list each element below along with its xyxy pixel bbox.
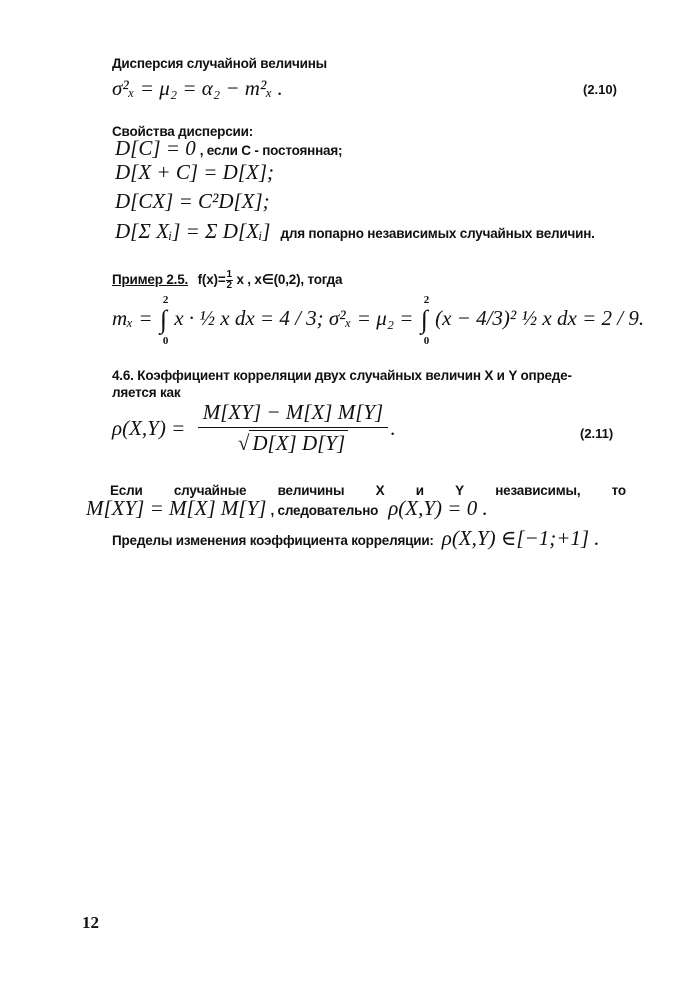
example-formula-mid: x · ½ x dx = 4 / 3; σ²ₓ = μ₂ =	[174, 306, 414, 330]
property-4-text: для попарно независимых случайных величин.	[280, 226, 595, 241]
integral-2-upper: 2	[423, 294, 430, 307]
independence-result: ρ(X,Y) = 0 .	[388, 496, 488, 520]
correlation-denominator: √ D[X] D[Y]	[198, 428, 388, 456]
formula-variance	[112, 76, 283, 101]
limits-formula: ρ(X,Y) ∈[−1;+1] .	[441, 526, 600, 550]
example-formula-left: mₓ =	[112, 306, 153, 330]
section-text-1: Коэффициент корреляции двух случайных величин X и Y опреде-	[137, 368, 572, 383]
example-line	[112, 270, 342, 291]
section-number: 4.6.	[112, 368, 134, 383]
property-1	[115, 136, 342, 161]
example-label: Пример 2.5.	[112, 272, 189, 288]
integral-sign-1: ∫ 2 0	[159, 294, 169, 348]
equation-number-2-10: (2.10)	[583, 82, 617, 97]
property-2-formula: D[X + C] = D[X];	[115, 160, 275, 184]
example-formula-right: (x − 4/3)² ½ x dx = 2 / 9.	[435, 306, 645, 330]
property-1-text: , если С - постоянная;	[199, 143, 343, 158]
indep-word: X	[375, 483, 385, 498]
correlation-sqrt: D[X] D[Y]	[249, 430, 348, 456]
independence-line-2	[86, 496, 488, 521]
heading-properties: Свойства дисперсии:	[112, 124, 254, 139]
example-formula	[112, 294, 645, 348]
indep-word: независимы,	[495, 483, 581, 498]
indep-word: и	[415, 483, 424, 498]
integral-sign-2: ∫ 2 0	[420, 294, 430, 348]
integral-1-lower: 0	[162, 335, 169, 348]
integral-2-lower: 0	[423, 335, 430, 348]
section-4-6-line-1	[112, 368, 572, 383]
correlation-fraction	[198, 400, 388, 456]
indep-word: Если	[110, 483, 143, 498]
equation-number-2-11: (2.11)	[580, 426, 614, 441]
correlation-lhs: ρ(X,Y) =	[112, 416, 186, 440]
correlation-numerator: M[XY] − M[X] M[Y]	[198, 400, 388, 428]
formula-variance-text: σ²ₓ = μ₂ = α₂ − m²ₓ .	[112, 76, 283, 100]
limits-line	[112, 526, 600, 551]
property-4	[115, 219, 595, 244]
section-text-2: ляется как	[112, 385, 181, 400]
page-number: 12	[82, 913, 99, 932]
heading-variance: Дисперсия случайной величины	[112, 56, 328, 71]
integral-1-upper: 2	[162, 294, 169, 307]
indep-word: то	[611, 483, 626, 498]
indep-word: Y	[455, 483, 464, 498]
correlation-period: .	[390, 416, 396, 440]
property-3-formula: D[CX] = C²D[X];	[115, 189, 270, 213]
example-text-2: x , x∈(0,2), тогда	[236, 272, 343, 288]
fraction-half: $\frac{1}{2}$	[226, 269, 232, 291]
indep-word: величины	[277, 483, 345, 498]
property-1-formula: D[C] = 0	[115, 136, 196, 160]
independence-text: , следовательно	[270, 503, 379, 518]
example-text-1: f(x)=	[197, 272, 226, 288]
indep-word: случайные	[173, 483, 247, 498]
independence-formula: M[XY] = M[X] M[Y]	[86, 496, 267, 520]
limits-text: Пределы изменения коэффициента корреляции:	[112, 533, 434, 548]
property-4-formula: D[Σ Xᵢ] = Σ D[Xᵢ]	[115, 219, 271, 243]
